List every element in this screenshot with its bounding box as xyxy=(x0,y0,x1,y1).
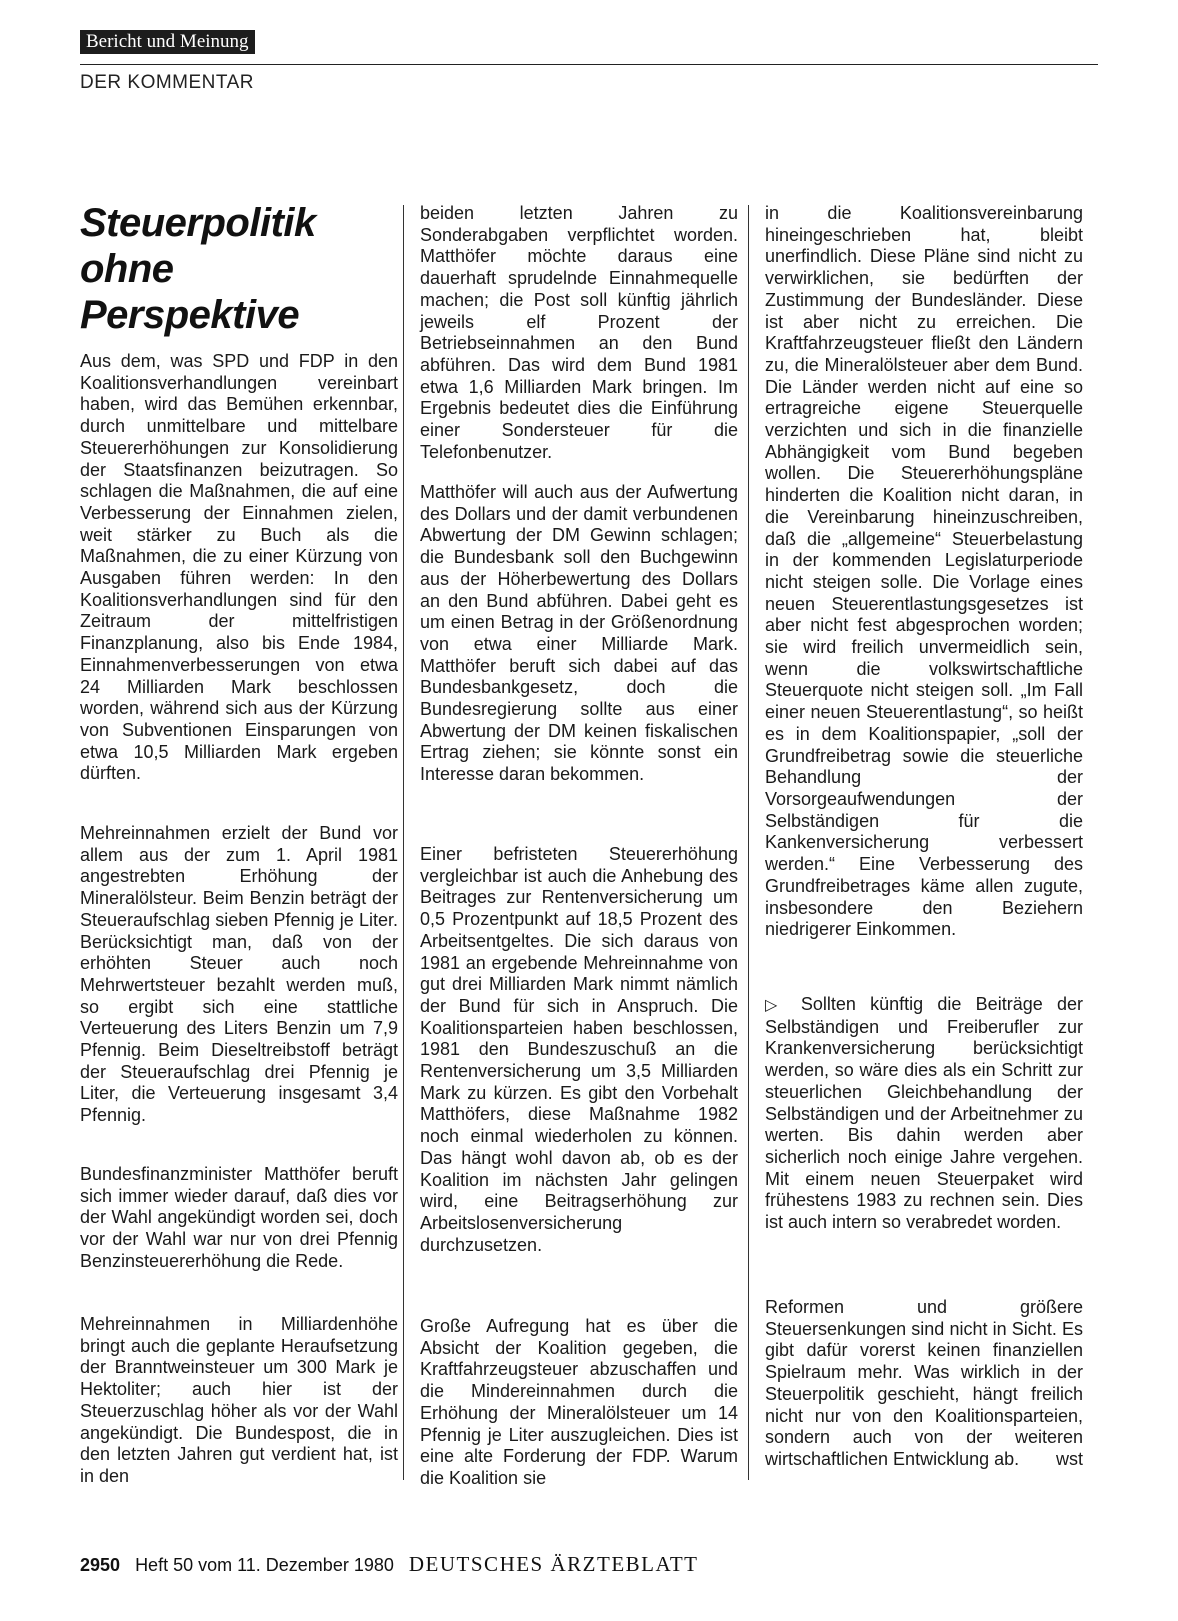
paragraph-text: Sollten künftig die Beiträge der Selbständigen und Freiberufler zur Krankenversicherung berücksichtigt werden, so wäre dies als ein Schritt zur steuerlichen Gleichbehandlung der Selbständigen und der Arbeitnehmer zu werten. Bis dahin werden aber sicherlich noch einige Jahre vergehen. Mit einem neuen Steuerpaket wird frühestens 1983 zu rechnen sein. Dies ist auch intern so verabredet worden. xyxy=(765,994,1083,1233)
text-column-3 xyxy=(765,0,1083,1621)
text-column-1 xyxy=(80,0,398,1621)
headline-line: ohne xyxy=(80,247,174,291)
paragraph: Bundesfinanzminister Matthöfer beruft sich immer wieder darauf, daß dies vor der Wahl angekündigt worden sei, doch vor der Wahl war nur von drei Pfennig Benzinsteuererhöhung die Rede. xyxy=(80,1164,398,1271)
paragraph: beiden letzten Jahren zu Sonderabgaben verpflichtet worden. Matthöfer möchte daraus eine dauerhaft sprudelnde Einnahmequelle machen; die Post soll künftig jährlich jeweils elf Prozent der Betriebseinnahmen an den Bund abführen. Das wird dem Bund 1981 etwa 1,6 Milliarden Mark bringen. Im Ergebnis bedeutet dies die Einführung einer Sondersteuer für die Telefonbenutzer. xyxy=(420,203,738,462)
paragraph-text: Reformen und größere Steuersenkungen sind nicht in Sicht. Es gibt dafür vorerst keinen finanziellen Spielraum mehr. Was wirklich in der Steuerpolitik geschieht, hängt freilich nicht nur von den Koalitionsparteien, sondern auch von der weiteren wirtschaftlichen Entwicklung ab. xyxy=(765,1297,1083,1469)
paragraph: Einer befristeten Steuererhöhung vergleichbar ist auch die Anhebung des Beitrages zur Rentenversicherung um 0,5 Prozentpunkt auf 18,5 Prozent des Arbeitsentgeltes. Die sich daraus von 1981 an ergebende Mehreinnahme von gut drei Milliarden Mark nimmt nämlich der Bund für sich in Anspruch. Die Koalitionsparteien haben beschlossen, 1981 den Bundeszuschuß an die Rentenversicherung um 3,5 Milliarden Mark zu kürzen. Es gibt den Vorbehalt Matthöfers, diese Maßnahme 1982 noch einmal wiederholen zu können. Das hängt wohl davon ab, ob es der Koalition im nächsten Jahr gelingen wird, eine Beitragserhöhung zur Arbeitslosenversicherung durchzusetzen. xyxy=(420,844,738,1255)
triangle-marker-icon: ▷ xyxy=(765,997,787,1014)
paragraph: Große Aufregung hat es über die Absicht der Koalition gegeben, die Kraftfahrzeugsteuer abzuschaffen und die Mindereinnahmen durch die Erhöhung der Mineralölsteuer um 14 Pfennig je Liter auszugleichen. Dies ist eine alte Forderung der FDP. Warum die Koalition sie xyxy=(420,1316,738,1488)
rubric-label: Bericht und Meinung xyxy=(80,30,255,54)
column-rule xyxy=(403,205,404,1480)
paragraph xyxy=(765,994,1083,1234)
section-label: DER KOMMENTAR xyxy=(80,72,254,93)
paragraph: Mehreinnahmen erzielt der Bund vor allem aus der zum 1. April 1981 angestrebten Erhöhung der Mineralölsteur. Beim Benzin beträgt der Steueraufschlag sieben Pfennig je Liter. Berücksichtigt man, daß von der erhöhten Steuer auch noch Mehrwertsteuer bezahlt werden muß, so ergibt sich eine stattliche Verteuerung des Liters Benzin um 7,9 Pfennig. Beim Dieseltreibstoff beträgt der Steueraufschlag drei Pfennig je Liter, die Verteuerung insgesamt 3,4 Pfennig. xyxy=(80,823,398,1126)
paragraph: Aus dem, was SPD und FDP in den Koalitionsverhandlungen vereinbart haben, wird das Bemühen erkennbar, durch unmittelbare und mittelbare Steuererhöhungen zur Konsolidierung der Staatsfinanzen beizutragen. So schlagen die Maßnahmen, die auf eine Verbesserung der Einnahmen zielen, weit stärker zu Buch als die Maßnahmen, die zu einer Kürzung von Ausgaben führen werden: In den Koalitionsverhandlungen sind für den Zeitraum der mittelfristigen Finanzplanung, also bis Ende 1984, Einnahmenverbesserungen von etwa 24 Milliarden Mark beschlossen worden, während sich aus der Kürzung von Subventionen Einsparungen von etwa 10,5 Milliarden Mark ergeben dürften. xyxy=(80,351,398,784)
page-number: 2950 xyxy=(80,1555,121,1575)
page-footer xyxy=(80,1552,698,1577)
paragraph: in die Koalitionsvereinbarung hineingeschrieben hat, bleibt unerfindlich. Diese Pläne sind nicht zu verwirklichen, sie bedürften der Zustimmung der Bundesländer. Diese ist aber nicht zu erreichen. Die Kraftfahrzeugsteuer fließt den Ländern zu, die Mineralölsteuer aber dem Bund. Die Länder werden nicht auf eine so ertragreiche eigene Steuerquelle verzichten und sich in die finanzielle Abhängigkeit vom Bund begeben wollen. Die Steuererhöhungspläne hinderten die Koalition nicht daran, in die Vereinbarung hineinzuschreiben, daß die „allgemeine“ Steuerbelastung in der kommenden Legislaturperiode nicht steigen solle. Die Vorlage eines neuen Steuerentlastungsgesetzes ist aber nicht fest abgesprochen worden; sie wird freilich unvermeidlich sein, wenn die volkswirtschaftliche Steuerquote nicht steigen soll. „Im Fall einer neuen Steuerentlastung“, so heißt es in dem Koalitionspapier, „soll der Grundfreibetrag sowie die steuerliche Behandlung der Vorsorgeaufwendungen der Selbständigen für die Kankenversicherung verbessert werden.“ Eine Verbesserung des Grundfreibetrages käme allen zugute, insbesondere den Beziehern niedrigerer Einkommen. xyxy=(765,203,1083,940)
paragraph xyxy=(765,1297,1083,1471)
paragraph: Matthöfer will auch aus der Aufwertung des Dollars und der damit verbundenen Abwertung der DM Gewinn schlagen; die Bundesbank soll den Buchgewinn aus der Höherbewertung des Dollars an den Bund abführen. Dabei geht es um einen Betrag in der Größenordnung von etwa einer Milliarde Mark. Matthöfer beruft sich dabei auf das Bundesbankgesetz, doch die Bundesregierung sollte aus einer Abwertung der DM keinen fiskalischen Ertrag ziehen; sie könnte sonst ein Interesse daran bekommen. xyxy=(420,482,738,785)
text-column-2 xyxy=(420,0,738,1621)
paragraph: Mehreinnahmen in Milliardenhöhe bringt auch die geplante Heraufsetzung der Branntweinsteuer um 300 Mark je Hektoliter; auch hier ist der Steuerzuschlag höher als vor der Wahl angekündigt. Die Bundespost, die in den letzten Jahren gut verdient hat, ist in den xyxy=(80,1314,398,1486)
issue-info: Heft 50 vom 11. Dezember 1980 xyxy=(135,1555,394,1575)
headline-line: Steuerpolitik xyxy=(80,201,316,245)
column-rule xyxy=(748,205,749,1480)
journal-name: DEUTSCHES ÄRZTEBLATT xyxy=(408,1552,699,1576)
author-signature: wst xyxy=(1056,1448,1083,1469)
headline-line: Perspektive xyxy=(80,293,300,337)
